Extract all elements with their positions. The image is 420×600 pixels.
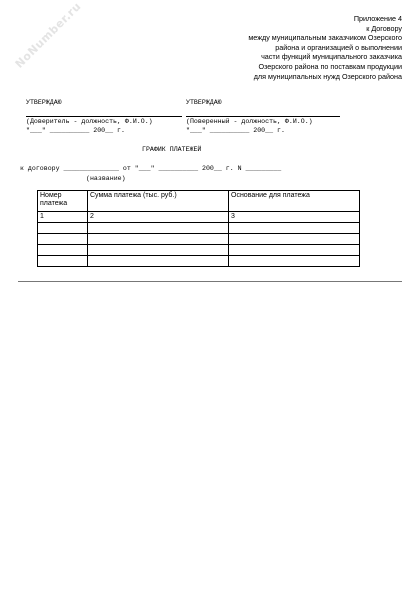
table-cell[interactable] xyxy=(38,245,88,256)
table-cell[interactable] xyxy=(38,256,88,267)
appendix-line: Озерского района по поставкам продукции xyxy=(258,61,402,71)
appendix-line: района и организацией о выполнении xyxy=(275,42,402,52)
table-cell[interactable] xyxy=(229,256,360,267)
table-index-row xyxy=(38,212,360,223)
index-cell: 3 xyxy=(229,212,360,223)
table-cell[interactable] xyxy=(38,234,88,245)
appendix-note xyxy=(182,14,402,81)
contract-line: к договору ______________ от "___" __________ 200__ г. N _________ xyxy=(20,165,282,172)
schedule-title: ГРАФИК ПЛАТЕЖЕЙ xyxy=(142,146,202,153)
approve-right-role-hint: (Поверенный - должность, Ф.И.О.) xyxy=(186,118,313,125)
table-cell[interactable] xyxy=(229,223,360,234)
header-payment-basis: Основание для платежа xyxy=(229,191,360,212)
approve-left-date-line: "___" __________ 200__ г. xyxy=(26,127,125,134)
approve-left-signature-line xyxy=(26,116,182,117)
table-cell[interactable] xyxy=(88,234,229,245)
index-cell: 1 xyxy=(38,212,88,223)
payments-table xyxy=(37,190,360,267)
table-row xyxy=(38,256,360,267)
appendix-line: между муниципальным заказчиком Озерского xyxy=(248,33,402,43)
header-payment-number: Номер платежа xyxy=(38,191,88,212)
table-cell[interactable] xyxy=(88,223,229,234)
appendix-line: части функций муниципального заказчика xyxy=(261,52,402,62)
table-header-row xyxy=(38,191,360,212)
appendix-line: для муниципальных нужд Озерского района xyxy=(253,71,402,81)
table-row xyxy=(38,234,360,245)
appendix-line: Приложение 4 xyxy=(353,14,402,23)
approve-left-heading: УТВЕРЖДАЮ xyxy=(26,99,62,106)
approve-left-role-hint: (Доверитель - должность, Ф.И.О.) xyxy=(26,118,153,125)
bottom-divider xyxy=(18,281,402,282)
approve-right-date-line: "___" __________ 200__ г. xyxy=(186,127,285,134)
table-cell[interactable] xyxy=(38,223,88,234)
index-cell: 2 xyxy=(88,212,229,223)
table-row xyxy=(38,245,360,256)
table-row xyxy=(38,223,360,234)
table-cell[interactable] xyxy=(229,245,360,256)
payments-table-wrap xyxy=(37,190,359,267)
appendix-line: к Договору xyxy=(366,23,402,33)
approve-right-heading: УТВЕРЖДАЮ xyxy=(186,99,222,106)
table-cell[interactable] xyxy=(88,245,229,256)
contract-name-hint: (название) xyxy=(86,175,126,182)
approve-right-signature-line xyxy=(186,116,340,117)
table-cell[interactable] xyxy=(88,256,229,267)
table-cell[interactable] xyxy=(229,234,360,245)
header-payment-amount: Сумма платежа (тыс. руб.) xyxy=(88,191,229,212)
watermark: NoNumber.ru xyxy=(12,0,84,71)
